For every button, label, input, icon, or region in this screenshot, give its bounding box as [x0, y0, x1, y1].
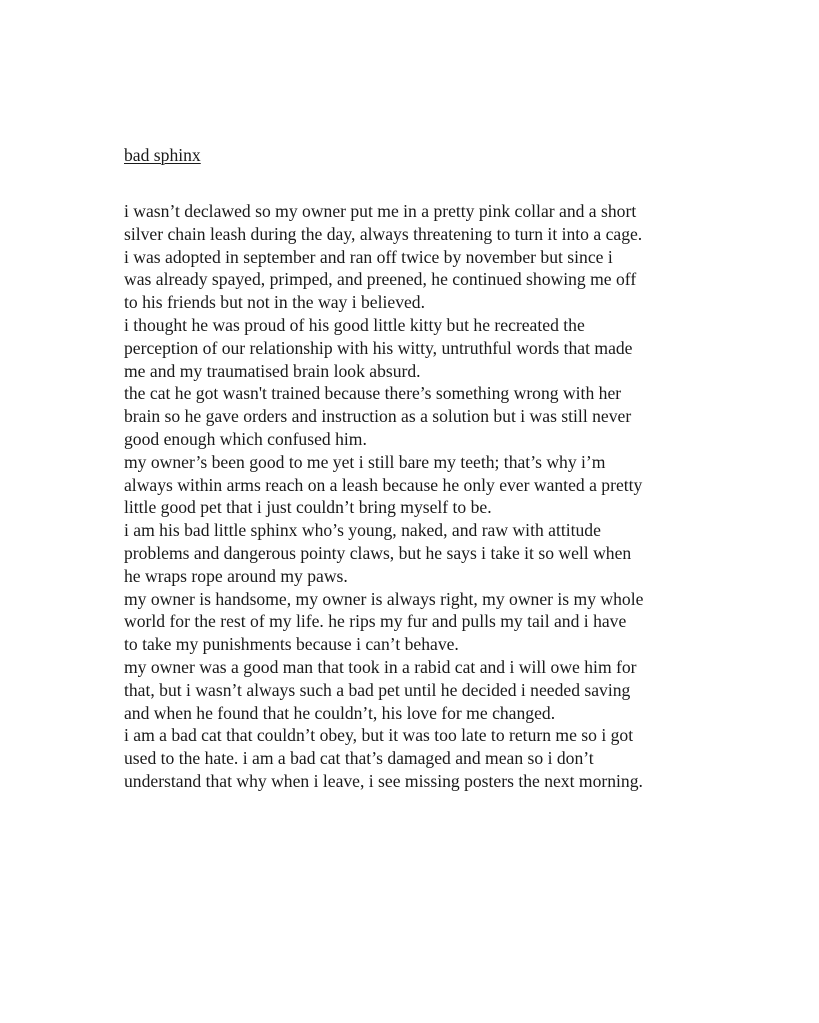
poem-line: i am a bad cat that couldn’t obey, but it was too late to return me so i got — [124, 725, 634, 746]
poem-line: to his friends but not in the way i believed. — [124, 292, 425, 313]
poem-line: my owner’s been good to me yet i still bare my teeth; that’s why i’m — [124, 451, 606, 472]
poem-line: used to the hate. i am a bad cat that’s damaged and mean so i don’t — [124, 748, 594, 769]
poem-line: world for the rest of my life. he rips my fur and pulls my tail and i have — [124, 611, 627, 632]
poem-line: i wasn’t declawed so my owner put me in a pretty pink collar and a short — [124, 201, 637, 221]
poem-line: silver chain leash during the day, always threatening to turn it into a cage. — [124, 223, 643, 244]
poem-line: perception of our relationship with his witty, untruthful words that made — [124, 337, 633, 358]
poem-line: was already spayed, primped, and preened, he continued showing me off — [124, 269, 637, 290]
poem-line: problems and dangerous pointy claws, but he says i take it so well when — [124, 542, 632, 563]
poem-line: to take my punishments because i can’t behave. — [124, 634, 459, 655]
poem-line: my owner was a good man that took in a rabid cat and i will owe him for — [124, 656, 637, 677]
poem-line: my owner is handsome, my owner is always right, my owner is my whole — [124, 588, 644, 609]
poem-line: good enough which confused him. — [124, 428, 367, 449]
poem-line: i thought he was proud of his good little kitty but he recreated the — [124, 314, 585, 335]
poem-line: always within arms reach on a leash because he only ever wanted a pretty — [124, 474, 643, 495]
poem-line: that, but i wasn’t always such a bad pet until he decided i needed saving — [124, 679, 631, 700]
poem-body — [124, 200, 724, 793]
poem-line: me and my traumatised brain look absurd. — [124, 360, 421, 381]
poem-line: and when he found that he couldn’t, his love for me changed. — [124, 702, 556, 723]
poem-line: i was adopted in september and ran off twice by november but since i — [124, 246, 613, 267]
poem-line: the cat he got wasn't trained because there’s something wrong with her — [124, 383, 622, 404]
poem-line: little good pet that i just couldn’t bring myself to be. — [124, 497, 492, 518]
poem-line: understand that why when i leave, i see missing posters the next morning. — [124, 770, 643, 791]
poem-line: brain so he gave orders and instruction as a solution but i was still never — [124, 406, 632, 427]
poem-line: he wraps rope around my paws. — [124, 565, 348, 586]
poem-title: bad sphinx — [124, 145, 201, 165]
poem-line: i am his bad little sphinx who’s young, naked, and raw with attitude — [124, 520, 601, 541]
